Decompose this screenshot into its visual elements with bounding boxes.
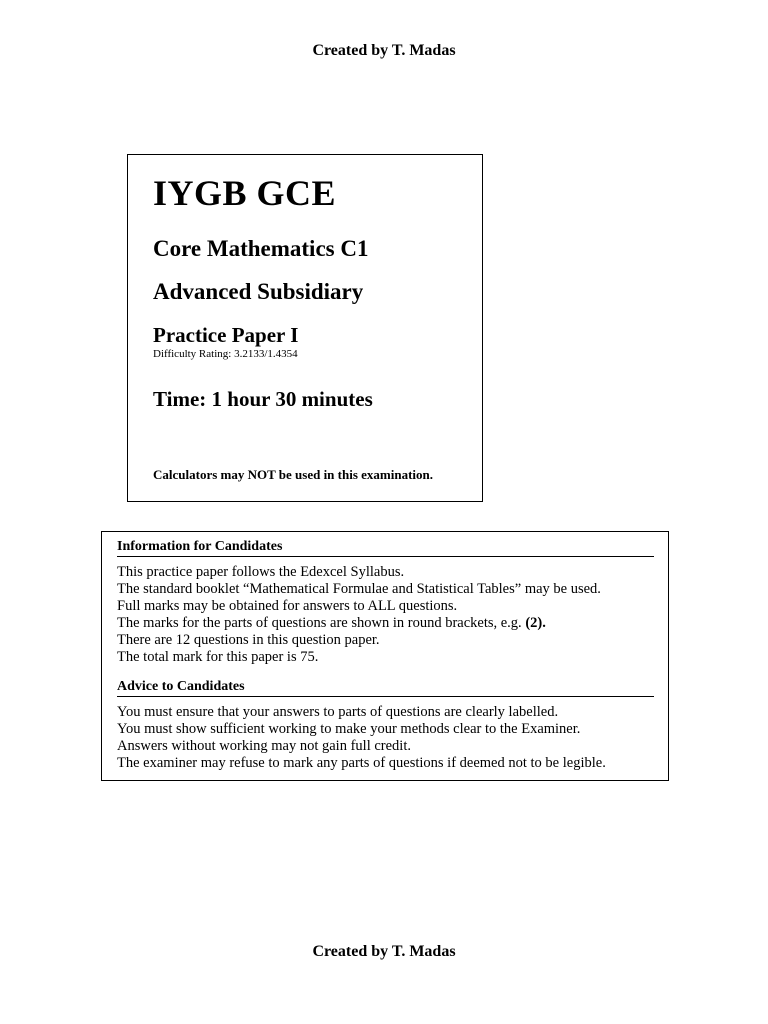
information-line: There are 12 questions in this question paper. xyxy=(117,632,380,648)
difficulty-rating: Difficulty Rating: 3.2133/1.4354 xyxy=(153,348,298,360)
advice-lines xyxy=(117,704,606,772)
cover-box xyxy=(127,154,483,502)
advice-heading: Advice to Candidates xyxy=(117,679,654,697)
paper-title: Practice Paper I xyxy=(153,323,299,347)
information-line-text: The marks for the parts of questions are shown in round brackets, e.g. xyxy=(117,615,526,631)
information-line: This practice paper follows the Edexcel Syllabus. xyxy=(117,564,405,580)
example-mark-value: 2 xyxy=(530,615,538,631)
information-heading: Information for Candidates xyxy=(117,539,654,557)
page-header: Created by T. Madas xyxy=(312,42,456,59)
page-footer: Created by T. Madas xyxy=(312,943,456,960)
example-mark-close: ). xyxy=(537,615,546,631)
example-mark-open: ( xyxy=(525,615,531,631)
information-line: Full marks may be obtained for answers to ALL questions. xyxy=(117,598,458,614)
advice-line: The examiner may refuse to mark any parts of questions if deemed not to be legible. xyxy=(117,755,606,771)
information-line: The total mark for this paper is 75. xyxy=(117,649,319,665)
level-title: Advanced Subsidiary xyxy=(153,279,364,304)
calculator-note: Calculators may NOT be used in this examination. xyxy=(153,467,434,482)
advice-line: Answers without working may not gain full credit. xyxy=(117,738,411,754)
information-line: The standard booklet “Mathematical Formulae and Statistical Tables” may be used. xyxy=(117,581,601,597)
information-lines xyxy=(117,564,601,666)
exam-title: IYGB GCE xyxy=(153,173,337,213)
exam-time: Time: 1 hour 30 minutes xyxy=(153,387,373,411)
advice-line: You must show sufficient working to make your methods clear to the Examiner. xyxy=(117,721,581,737)
advice-line: You must ensure that your answers to parts of questions are clearly labelled. xyxy=(117,704,559,720)
subject-title: Core Mathematics C1 xyxy=(153,236,369,261)
information-line-marks xyxy=(117,615,601,632)
candidate-info-box xyxy=(101,531,669,781)
